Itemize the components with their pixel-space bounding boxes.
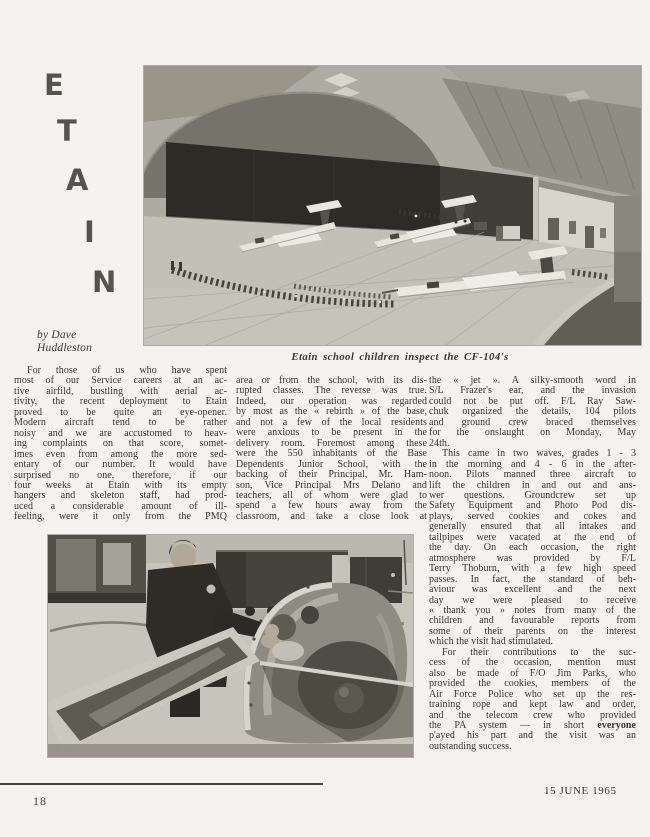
text-line: noisy and we are accustomed to heav-	[14, 427, 227, 439]
text-line: feeling, were it only from the PMQ	[14, 511, 227, 523]
text-line: teachers, all of whom were glad to	[236, 489, 427, 501]
title-letter-i: I	[84, 215, 95, 249]
text-line: surprised no one, therefore, if our	[14, 469, 227, 481]
byline	[37, 329, 92, 354]
text-line: in the morning and 4 - 6 in the after-	[429, 458, 636, 470]
text-line: day we were pleased to receive	[429, 594, 636, 606]
text-line: rupted classes. The reverse was true.	[236, 385, 427, 397]
text-line: plays, served cookies and cokes and	[429, 510, 636, 522]
title-letter-a: A	[66, 163, 89, 197]
text-line: lift the children in and out and ans-	[429, 479, 636, 491]
text-line: outstanding success.	[429, 740, 512, 752]
text-line: ing complaints on that score, somet-	[14, 438, 227, 450]
photo-caption: Etain school children inspect the CF-104's	[291, 351, 509, 363]
text-line: most of our Service careers at an ac-	[14, 375, 227, 387]
text-line: Terry Thoburn, with a few high speed	[429, 563, 636, 575]
text-line: children and favourable reports from	[429, 615, 636, 627]
background-structure	[48, 535, 146, 603]
bottom-photo	[48, 535, 413, 757]
text-line: noon. Pilots manned three aircraft to	[429, 469, 636, 481]
text-line: proved to be quite an eye-opener.	[14, 406, 227, 418]
door-edge	[533, 177, 538, 240]
text-line: could not be put off. F/L Ray Saw-	[429, 395, 636, 407]
text-line: the « jet ». A silky-smooth word in	[429, 375, 636, 386]
text-line: were anxious to be present in the	[236, 427, 427, 439]
text-line: the day. On each occasion, the right	[429, 542, 636, 554]
text-line: some of their parents on the interest	[429, 625, 636, 637]
text-line: were the 550 inhabitants of the Base	[236, 448, 427, 460]
text-line: and ground crew braced themselves	[429, 416, 636, 428]
text-line: and the telecom crew who provided	[429, 709, 636, 721]
bottom-photo-illustration	[48, 535, 413, 757]
title-letter-t: T	[57, 114, 77, 148]
byline-line-2: Huddleston	[37, 341, 93, 354]
text-line: This came in two waves, grades 1 - 3	[442, 448, 636, 460]
text-line: generally ensured that all intakes and	[429, 521, 636, 533]
text-line: tailpipes were vacated at the end of	[429, 531, 636, 543]
page-number: 18	[33, 794, 47, 808]
text-line: which the visit had stimulated.	[429, 636, 554, 648]
text-line: also be made of F/O Jim Parks, who	[429, 667, 636, 679]
text-line: aviour was excellent and the next	[429, 584, 636, 596]
text-line: hangers and skeleton staff, had prod-	[14, 490, 227, 502]
article-column-2	[236, 376, 427, 522]
text-line: chuk organized the details, 104 pilots	[429, 406, 636, 418]
text-line: Dependents Junior School, with the	[236, 458, 427, 470]
text-line: Modern aircraft tend to be rather	[14, 417, 227, 429]
text-line: by most as the « rebirth » of the base,	[236, 406, 427, 418]
text-line: for the onslaught on Monday, May	[429, 427, 636, 439]
byline-line-1: by Dave	[37, 329, 77, 341]
text-line: S/L Frazer's ear, and the invasion	[429, 385, 636, 397]
footer-rule	[0, 783, 323, 785]
text-line: imes even from among the more sed-	[14, 448, 227, 460]
text-line: entary of our number. It would have	[14, 459, 227, 471]
text-line: cess of the occasion, mention must	[429, 657, 636, 669]
text-line: Safety Equipment and Photo Pod dis-	[429, 500, 636, 512]
text-line: 24th.	[429, 437, 450, 449]
text-line: delivery room. Foremost among these	[236, 437, 427, 449]
text-line: training rope and kept law and order,	[429, 699, 636, 711]
top-photo	[144, 66, 641, 345]
text-line: p'ayed his part and the visit was an	[429, 730, 636, 742]
airman-hand	[265, 624, 279, 638]
article-column-1	[14, 366, 227, 523]
issue-date: 15 JUNE 1965	[544, 785, 617, 797]
title-letter-e: E	[44, 68, 64, 102]
article-column-3	[429, 376, 636, 752]
text-line: « thank you » notes from many of the	[429, 604, 636, 616]
text-line: tive airfild, bustling with aerial ac-	[14, 385, 227, 397]
text-line: classroom, and take a close look at	[236, 510, 427, 522]
top-photo-illustration	[144, 66, 641, 345]
text-line: For those of us who have spent	[27, 365, 227, 376]
text-line: provided the cookies, members of the	[429, 678, 636, 690]
text-line: uced a considerable amount of ill-	[14, 500, 227, 512]
text-line: Air Force Police who set up the res-	[429, 688, 636, 700]
text-line: backing of their Principal, Mr. Ham-	[236, 469, 427, 481]
text-line: son, Vice Principal Mrs Delano and	[236, 479, 427, 491]
text-line: four weeks at Etain with its empty	[14, 479, 227, 491]
text-line: atmosphere was provided by F/L	[429, 552, 636, 564]
text-line: Indeed, our operation was regarded	[236, 395, 427, 407]
text-line: and not a few of the local residents	[236, 416, 427, 428]
text-line: wer questions. Groundcrew set up	[429, 489, 636, 501]
photo-bottom-shadow	[48, 744, 413, 757]
text-line: spend a few hours away from the	[236, 500, 427, 512]
text-line: tivity, the recent deployment to Etain	[14, 396, 227, 408]
text-line: area or from the school, with its dis-	[236, 375, 427, 386]
title-letter-n: N	[92, 265, 117, 299]
text-line: the PA system — in short everyone	[429, 719, 636, 731]
text-line: passes. In fact, the standard of beh-	[429, 573, 636, 585]
text-line: For their contributions to the suc-	[442, 646, 636, 658]
